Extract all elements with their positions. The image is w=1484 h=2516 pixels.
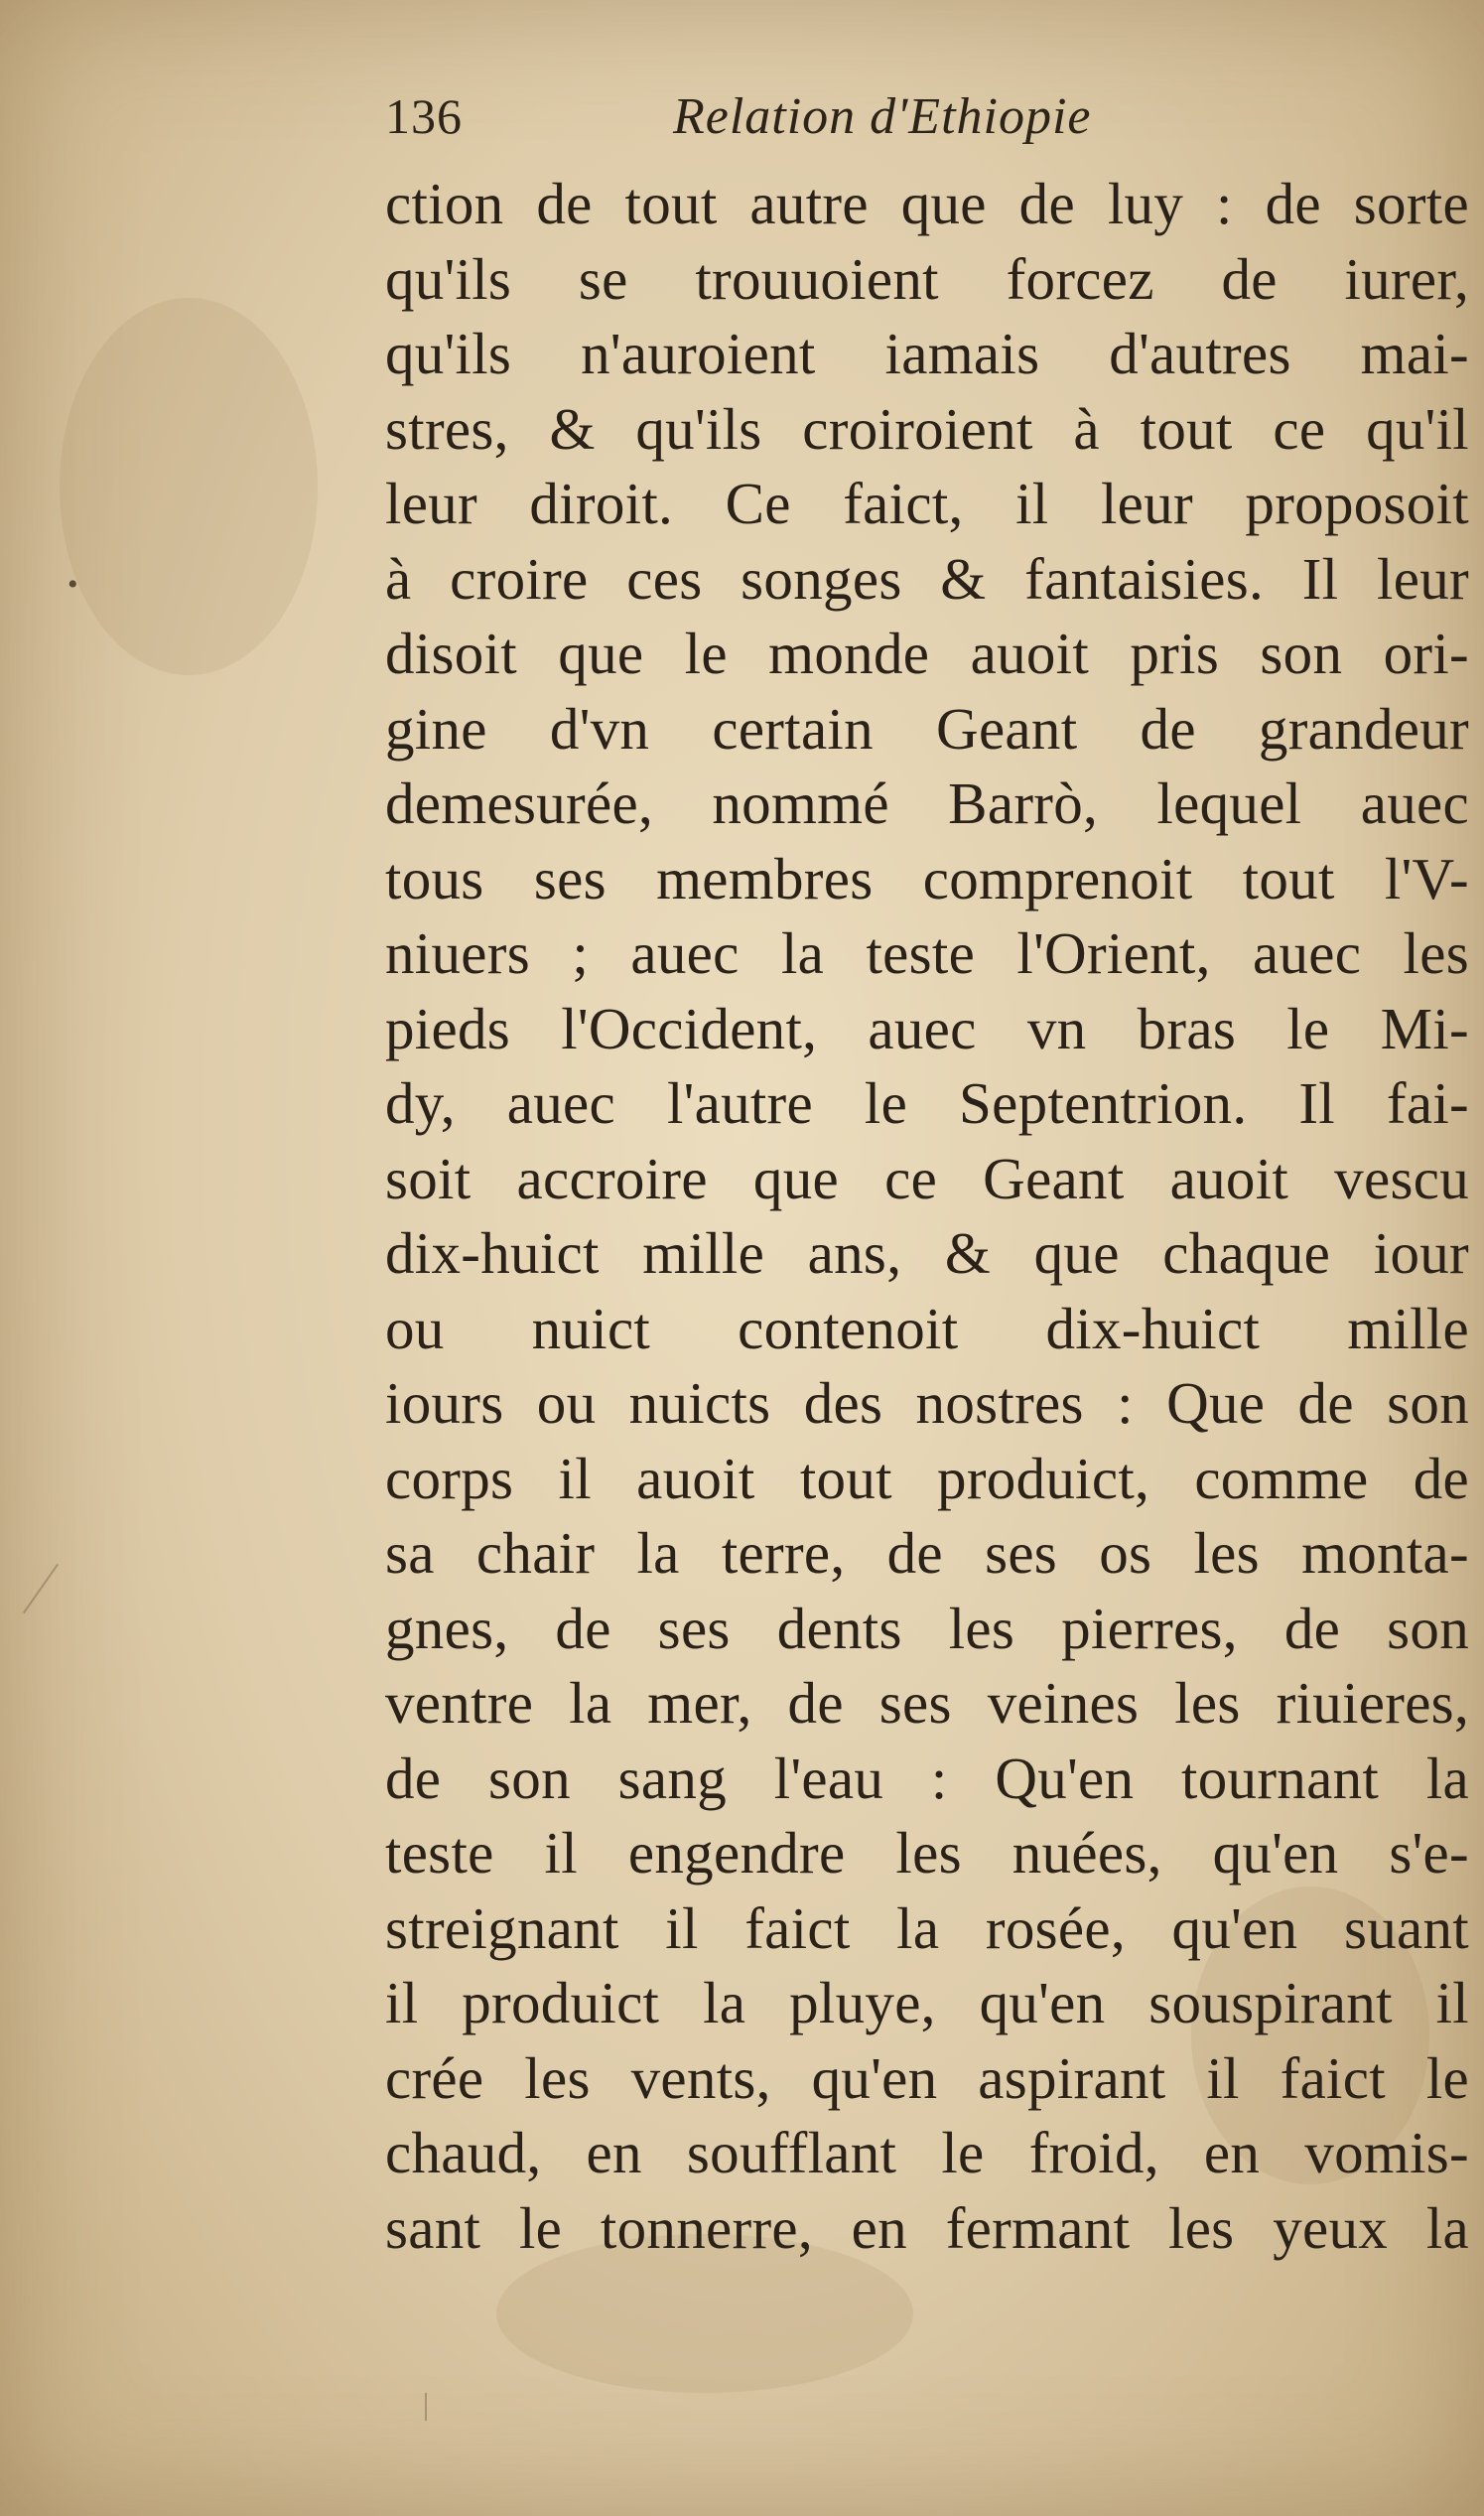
text-line: disoit que le monde auoit pris son ori- xyxy=(385,621,1469,686)
text-line: stres, & qu'ils croiroient à tout ce qu'il xyxy=(385,395,1469,462)
text-line: soit accroire que ce Geant auoit vescu xyxy=(385,1145,1469,1211)
text-line: demesurée, nommé Barrò, lequel auec xyxy=(385,770,1469,836)
margin-stroke xyxy=(23,1564,59,1613)
text-line: il produict la pluye, qu'en souspirant il xyxy=(385,1970,1469,2035)
text-line: dy, auec l'autre le Septentrion. Il fai- xyxy=(385,1070,1469,1136)
text-line: à croire ces songes & fantaisies. Il leur xyxy=(385,545,1469,612)
text-line: crée les vents, qu'en aspirant il faict le xyxy=(385,2044,1469,2111)
text-line: ction de tout autre que de luy : de sorte xyxy=(385,171,1469,236)
paper-stain xyxy=(60,298,318,675)
text-line: gine d'vn certain Geant de grandeur xyxy=(385,695,1469,762)
running-head: Relation d'Ethiopie xyxy=(673,88,1092,145)
text-line: ou nuict contenoit dix-huict mille xyxy=(385,1295,1469,1361)
text-line: corps il auoit tout produict, comme de xyxy=(385,1445,1469,1511)
text-line: sa chair la terre, de ses os les monta- xyxy=(385,1520,1469,1586)
text-line: pieds l'Occident, auec vn bras le Mi- xyxy=(385,995,1469,1061)
text-line: sant le tonnerre, en fermant les yeux la xyxy=(385,2194,1469,2261)
text-line: gnes, de ses dents les pierres, de son xyxy=(385,1595,1469,1661)
bottom-stroke xyxy=(425,2393,427,2421)
text-line: dix-huict mille ans, & que chaque iour xyxy=(385,1220,1469,1286)
text-line: de son sang l'eau : Qu'en tournant la xyxy=(385,1745,1469,1811)
text-line: ventre la mer, de ses veines les riuieres, xyxy=(385,1670,1469,1736)
text-line: qu'ils se trouuoient forcez de iurer, xyxy=(385,245,1469,312)
text-line: streignant il faict la rosée, qu'en suant xyxy=(385,1894,1469,1961)
text-line: tous ses membres comprenoit tout l'V- xyxy=(385,845,1469,911)
text-line: qu'ils n'auroient iamais d'autres mai- xyxy=(385,321,1469,386)
text-line: niuers ; auec la teste l'Orient, auec les xyxy=(385,920,1469,986)
text-line: chaud, en soufflant le froid, en vomis- xyxy=(385,2120,1469,2185)
page-header xyxy=(385,87,1279,167)
page-number: 136 xyxy=(385,88,463,144)
text-line: teste il engendre les nuées, qu'en s'e- xyxy=(385,1820,1469,1886)
text-line: leur diroit. Ce faict, il leur proposoit xyxy=(385,471,1469,536)
text-line: iours ou nuicts des nostres : Que de son xyxy=(385,1370,1469,1436)
body-text xyxy=(385,167,1469,2266)
margin-dot: • xyxy=(67,568,78,601)
